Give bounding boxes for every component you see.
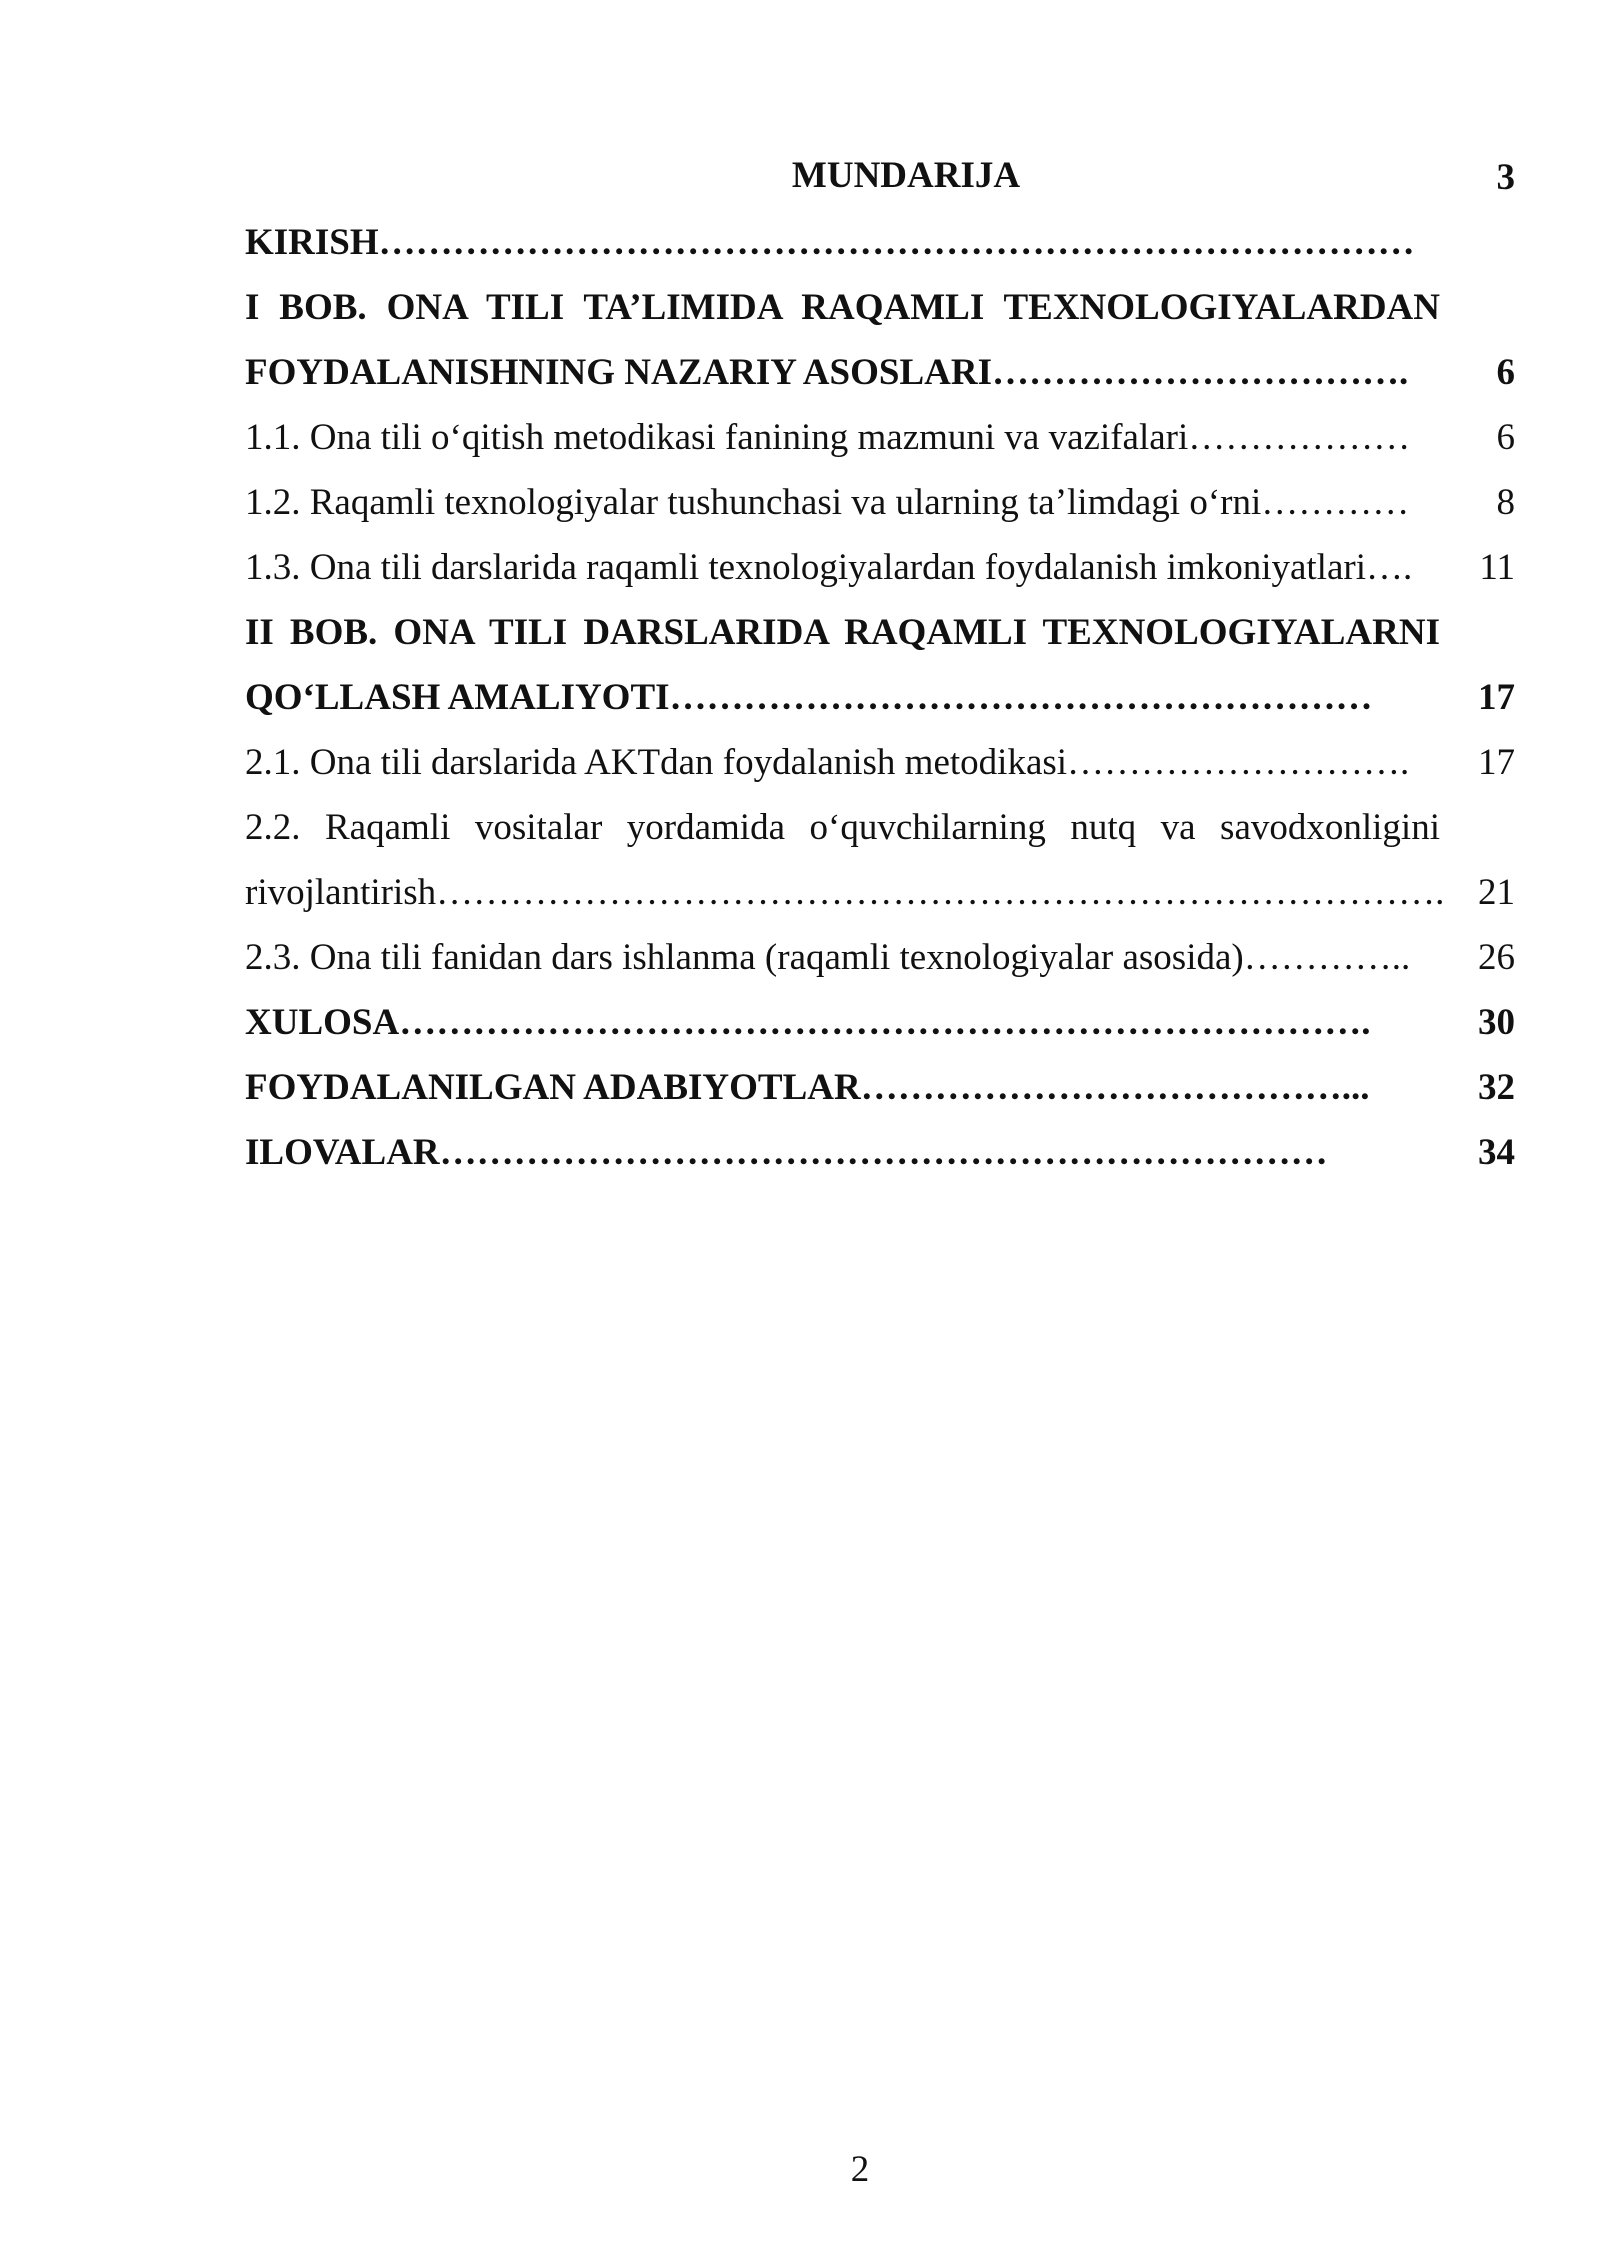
toc-entry-page: 3 (1496, 157, 1515, 198)
toc-entry-page: 17 (1478, 742, 1515, 783)
toc-entry-1-3[interactable] (245, 535, 1515, 600)
toc-entry-page: 26 (1478, 937, 1515, 978)
toc-entry-1-2[interactable] (245, 470, 1515, 535)
toc-entry-chapter-2[interactable] (245, 600, 1515, 730)
toc-entry-2-1[interactable] (245, 730, 1515, 795)
toc-entry-text: 2.2. Raqamli vositalar yordamida o‘quvchilarning nutq va savodxonligini rivojlantirish………………………………………………………………………. (245, 807, 1450, 913)
toc-entry-text: I BOB. ONA TILI TA’LIMIDA RAQAMLI TEXNOLOGIYALARDAN FOYDALANISHNING NAZARIY ASOSLARI……………………………. (245, 287, 1450, 393)
toc-entry-text: 2.1. Ona tili darslarida AKTdan foydalanish metodikasi………………………. (245, 742, 1410, 783)
page-number: 2 (850, 2149, 870, 2190)
toc-entry-text: II BOB. ONA TILI DARSLARIDA RAQAMLI TEXNOLOGIYALARNI QO‘LLASH AMALIYOTI………………………………………………… (245, 612, 1450, 718)
page-title: MUNDARIJA (791, 155, 1021, 196)
toc-entry-page: 6 (1496, 352, 1515, 393)
toc-entry-page: 32 (1478, 1067, 1515, 1108)
toc-entry-page: 30 (1478, 1002, 1515, 1043)
toc-entry-xulosa[interactable] (245, 990, 1515, 1055)
toc-entry-2-2[interactable] (245, 795, 1515, 925)
toc-entry-2-3[interactable] (245, 925, 1515, 990)
toc-entry-page: 6 (1496, 417, 1515, 458)
toc-entry-page: 21 (1478, 872, 1515, 913)
toc-entry-text: 1.1. Ona tili o‘qitish metodikasi fanining mazmuni va vazifalari……………… (245, 417, 1411, 458)
toc-entry-adabiyotlar[interactable] (245, 1055, 1515, 1120)
toc-entry-ilovalar[interactable] (245, 1120, 1515, 1185)
toc-entry-page: 17 (1478, 677, 1515, 718)
toc-entry-text: KIRISH………………………………………………………………………… (245, 222, 1415, 263)
toc-entry-text: XULOSA……………………………………………………………………. (245, 1002, 1371, 1043)
toc-entry-text: 1.3. Ona tili darslarida raqamli texnologiyalardan foydalanish imkoniyatlari…. (245, 547, 1413, 588)
toc-entry-text: 2.3. Ona tili fanidan dars ishlanma (raqamli texnologiyalar asosida)………….. (245, 937, 1411, 978)
toc-entry-page: 34 (1478, 1132, 1515, 1173)
toc-entry-text: ILOVALAR……………………………………………………………… (245, 1132, 1328, 1173)
toc-entry-text: FOYDALANILGAN ADABIYOTLAR…………………………………... (245, 1067, 1370, 1108)
toc-entry-text: 1.2. Raqamli texnologiyalar tushunchasi va ularning ta’limdagi o‘rni………… (245, 482, 1410, 523)
toc-entry-chapter-1[interactable] (245, 275, 1515, 405)
toc-entry-page: 11 (1479, 547, 1515, 588)
toc-entry-1-1[interactable] (245, 405, 1515, 470)
toc-entry-page: 8 (1496, 482, 1515, 523)
